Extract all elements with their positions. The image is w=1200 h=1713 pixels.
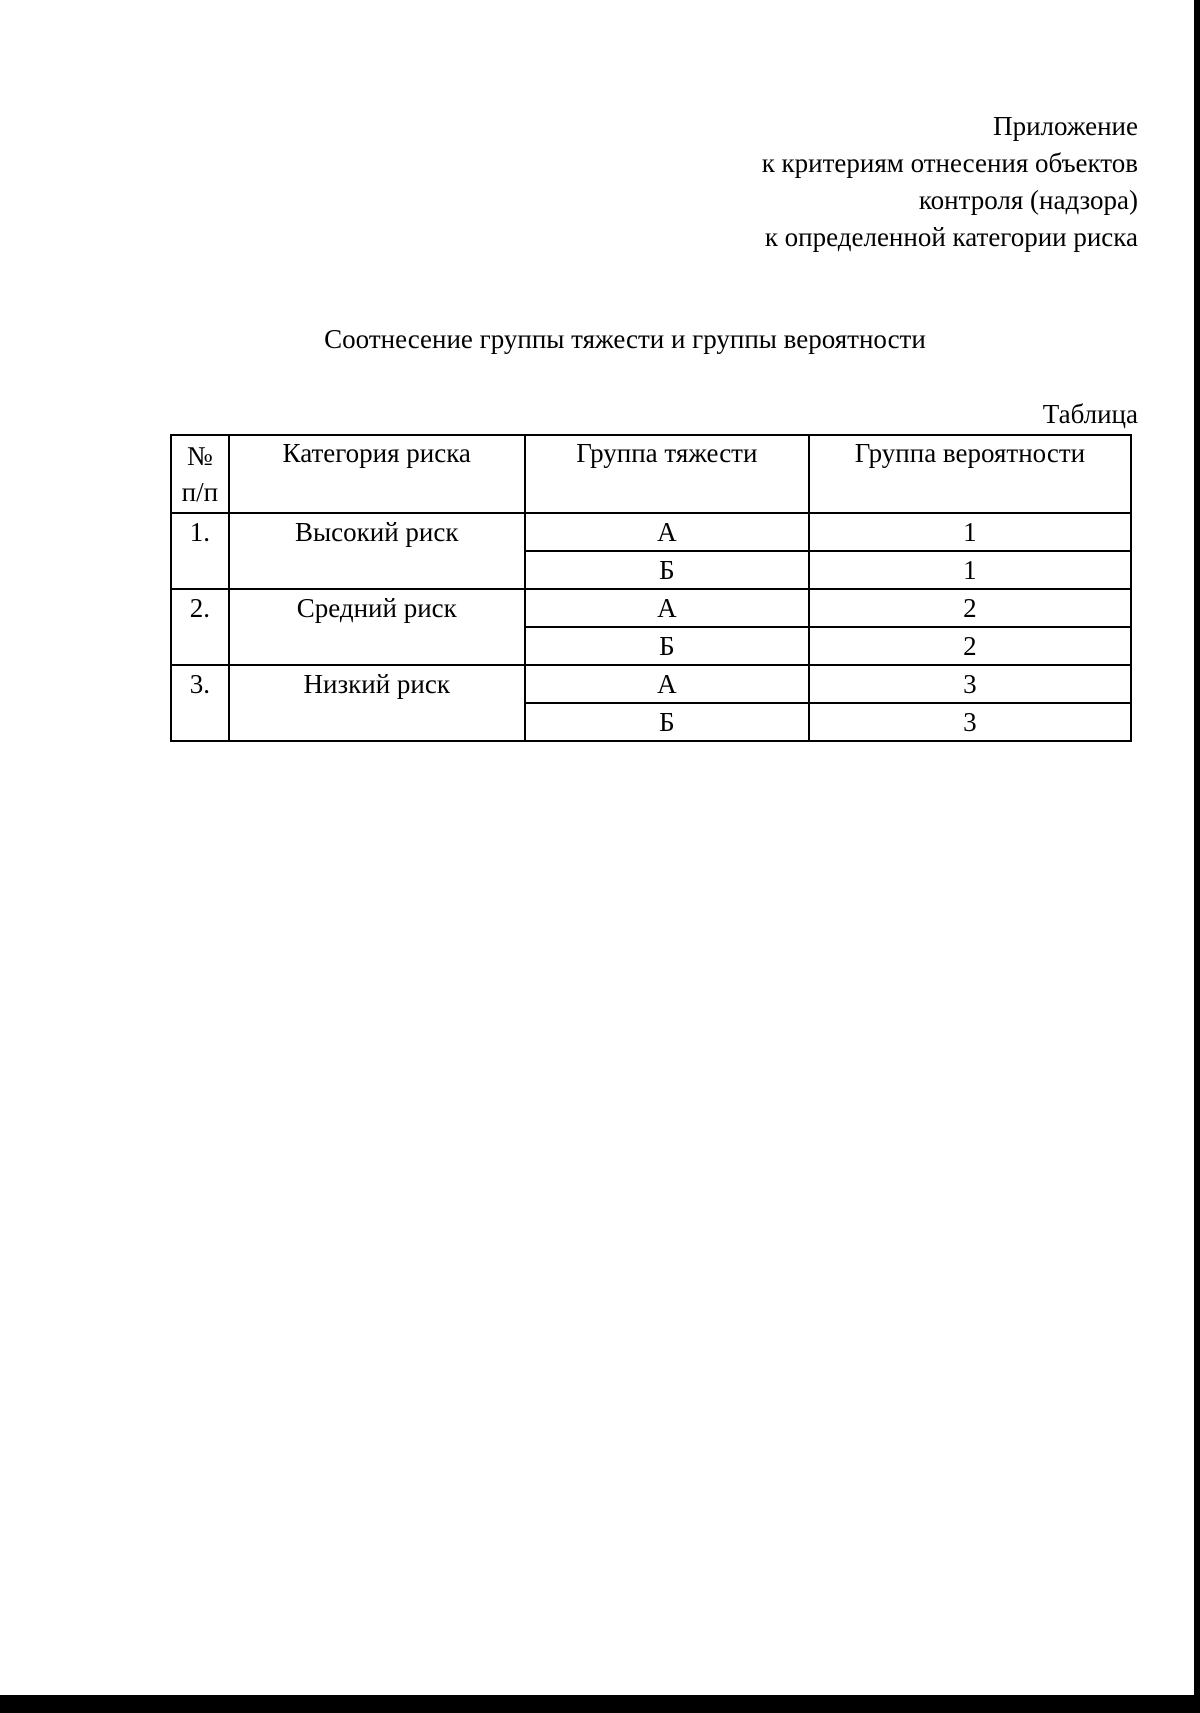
table-header-row (171, 435, 1131, 513)
appendix-line: к критериям отнесения объектов (761, 148, 1138, 178)
row-number: 2. (171, 589, 229, 665)
row-probability: 2 (809, 627, 1131, 665)
header-number (171, 435, 229, 513)
row-category: Высокий риск (229, 513, 525, 589)
table-label: Таблица (1042, 399, 1138, 429)
row-probability: 1 (809, 551, 1131, 589)
appendix-line: к определенной категории риска (764, 222, 1138, 252)
row-severity: Б (525, 627, 809, 665)
row-severity: А (525, 513, 809, 551)
table-row (171, 589, 1131, 627)
scan-edge-bottom (0, 1695, 1200, 1713)
header-severity: Группа тяжести (525, 435, 809, 513)
row-category: Низкий риск (229, 665, 525, 741)
row-severity: А (525, 665, 809, 703)
row-category: Средний риск (229, 589, 525, 665)
document-title: Соотнесение группы тяжести и группы вероятности (324, 324, 926, 354)
row-probability: 3 (809, 665, 1131, 703)
row-probability: 3 (809, 703, 1131, 741)
scan-edge-right (1194, 0, 1200, 1713)
row-number: 3. (171, 665, 229, 741)
row-severity: А (525, 589, 809, 627)
row-severity: Б (525, 703, 809, 741)
row-number: 1. (171, 513, 229, 589)
header-number-abbr: п/п (181, 477, 219, 507)
header-probability: Группа вероятности (809, 435, 1131, 513)
table-row (171, 513, 1131, 551)
risk-table (170, 434, 1132, 742)
header-number-symbol: № (186, 441, 213, 471)
row-probability: 1 (809, 513, 1131, 551)
header-category: Категория риска (229, 435, 525, 513)
appendix-line: контроля (надзора) (918, 185, 1138, 215)
appendix-line: Приложение (993, 111, 1138, 141)
row-severity: Б (525, 551, 809, 589)
row-probability: 2 (809, 589, 1131, 627)
table-row (171, 665, 1131, 703)
appendix-block (762, 108, 1138, 256)
